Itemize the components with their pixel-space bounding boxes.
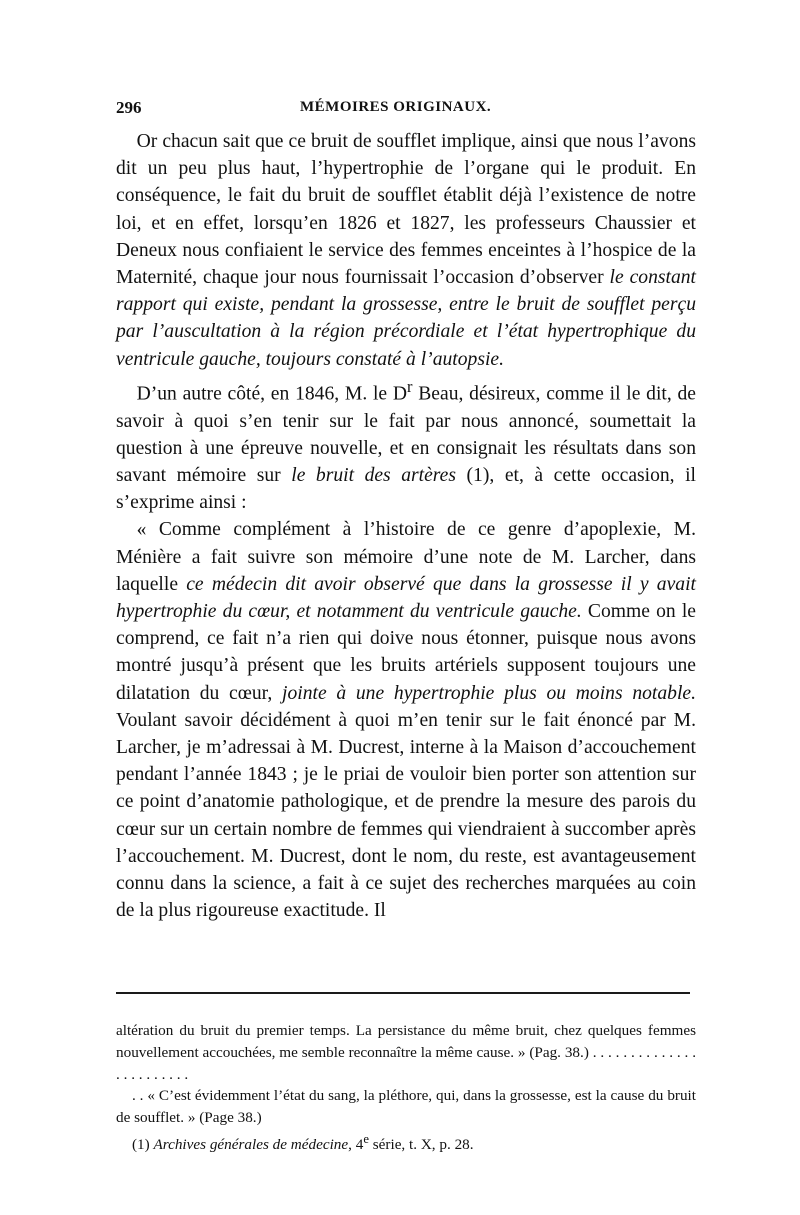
paragraph-2-text-c: (1), et, à cette occasion, il s’exprime ainsi : [116,464,696,514]
paragraph-3-text-a: « Comme complément à l’histoire de ce genre d’apoplexie, M. Ménière a fait suivre son mémoire d’une note de M. Larcher, dans laquelle [116,519,696,595]
footnote-1-number: (1) [131,1136,154,1154]
paragraph-3 [116,516,696,924]
footnote-quote: . . « C’est évidemment l’état du sang, la pléthore, qui, dans la grossesse, est la cause du bruit de soufflet. » (Page 38.) [116,1087,696,1127]
paragraph-2 [116,373,696,517]
footnote-1-journal-title: Archives générales de médecine [153,1136,349,1154]
paragraph-2-italic: le bruit des artères [291,464,456,486]
footnote-1-series-b: série, t. X, p. 28. [368,1136,474,1154]
page-number: 296 [116,98,142,117]
footnote-continuation: altération du bruit du premier temps. La persistance du même bruit, chez quelques femmes nouvellement accouchées, me semble reconnaître la même cause. » (Pag. 38.) . . . . . . . . . . . . . . . . . . . . . . . . [116,1022,696,1083]
footnote-separator-rule [116,992,690,994]
main-text [116,128,696,924]
paragraph-1 [116,128,696,373]
footnote-1-series-a: , 4 [348,1136,364,1154]
paragraph-3-italic-b: jointe à une hypertrophie plus ou moins notable. [282,682,696,704]
paragraph-3-text-c: Voulant savoir décidément à quoi m’en tenir sur le fait énoncé par M. Larcher, je m’adressai à M. Ducrest, interne à la Maison d’accouchement pendant l’année 1843 ; je le priai de vouloir bien porter son attention sur ce point d’anatomie pathologique, et de prendre la mesure des parois du cœur sur un certain nombre de femmes qui viendraient à succomber après l’accouchement. M. Ducrest, dont le nom, du reste, est avantageusement connu dans la science, a fait à ce sujet des recherches marquées au coin de la plus rigoureuse exactitude. Il [116,709,696,922]
paragraph-1-italic: le constant rapport qui existe, pendant la grossesse, entre le bruit de soufflet perçu par l’auscultation à la région précordiale et l’état hypertrophique du ventricule gauche, toujours constaté à l’autopsie. [116,267,696,370]
doctor-abbrev-superscript: r [407,376,413,396]
paragraph-3-italic-a: ce médecin dit avoir observé que dans la grossesse il y avait hypertrophie du cœur, et notamment du ventricule gauche. [116,573,696,622]
footnote-1-series-superscript: e [363,1131,369,1146]
running-title: MÉMOIRES ORIGINAUX. [300,99,492,115]
running-head [116,98,696,122]
paragraph-1-text: Or chacun sait que ce bruit de soufflet implique, ainsi que nous l’avons dit un peu plus haut, l’hypertrophie de l’organe qui le produit. En conséquence, le fait du bruit de soufflet établit déjà l’existence de notre loi, et en effet, lorsqu’en 1826 et 1827, les professeurs Chaussier et Deneux nous confiaient le service des femmes enceintes à l’hospice de la Maternité, chaque jour nous fournissait l’occasion d’observer [116,131,696,289]
paragraph-2-text-a: D’un autre côté, en 1846, M. le D [136,383,408,405]
paragraph-3-text-b: Comme on le comprend, ce fait n’a rien qui doive nous étonner, puisque nous avons montré jusqu’à présent que les bruits artériels supposent toujours une dilatation du cœur, [116,600,696,704]
footnote-1 [116,1129,696,1156]
footnotes [116,1020,696,1156]
paragraph-2-text-b: Beau, désireux, comme il le dit, de savoir à quoi s’en tenir sur le fait par nous annoncé, soumettait la question à une épreuve nouvelle, et en consignait les résultats dans son savant mémoire sur [116,383,696,486]
